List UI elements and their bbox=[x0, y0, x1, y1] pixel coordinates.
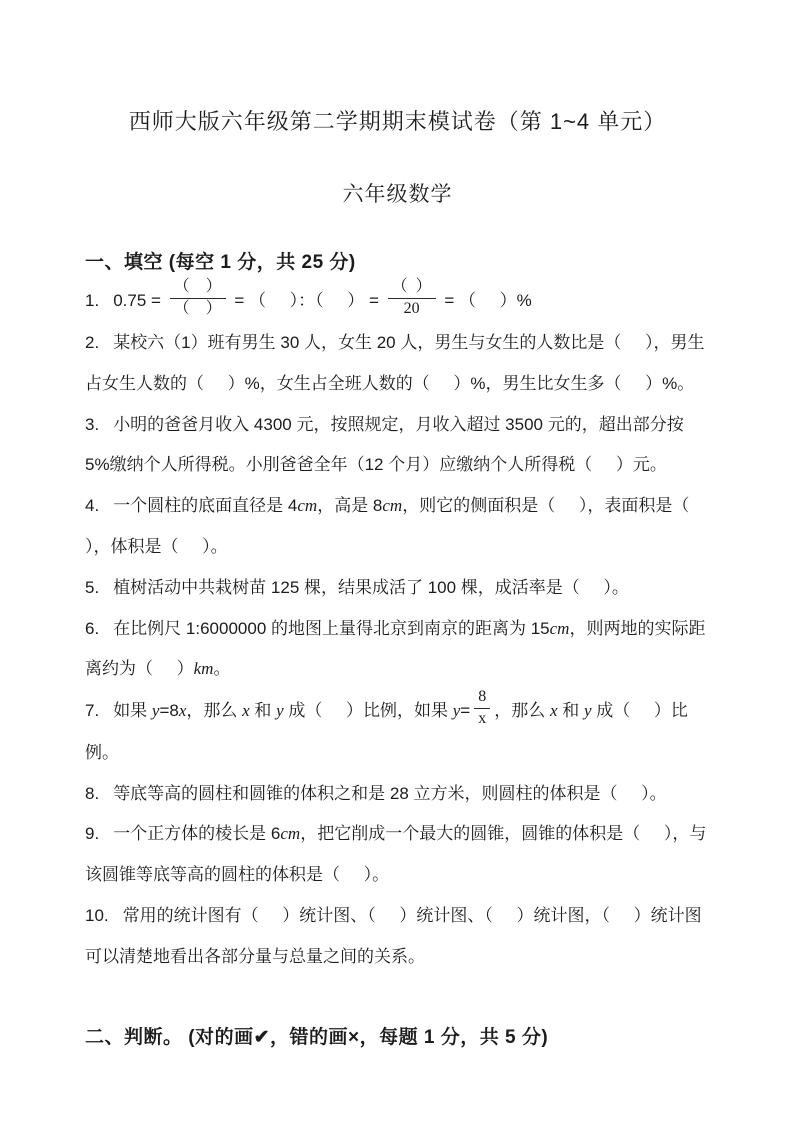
math-variable: y bbox=[276, 700, 284, 720]
fraction-denominator: x bbox=[478, 709, 487, 727]
math-variable: cm bbox=[297, 496, 318, 516]
math-variable: y bbox=[151, 700, 160, 720]
question-text: ，把它削成一个最大的圆锥，圆锥的体积是（ ），与该圆锥等底等高的圆柱的体积是（ ）。 bbox=[85, 824, 707, 885]
question-number: 5. bbox=[85, 577, 100, 597]
question-text: = （ ）% bbox=[439, 291, 532, 311]
math-variable: cm bbox=[549, 618, 570, 638]
question-number: 6. bbox=[85, 618, 100, 638]
question-text: 一个正方体的棱长是 6 bbox=[113, 824, 281, 844]
question bbox=[85, 323, 710, 405]
question bbox=[85, 690, 710, 773]
question-text: 常用的统计图有（ ）统计图、（ ）统计图、（ ）统计图，（ ）统计图可以清楚地看出各部分量与总量之间的关系。 bbox=[85, 905, 702, 966]
question-text: ，那么 bbox=[494, 700, 550, 720]
question-number: 1. bbox=[85, 291, 100, 311]
question-text: ，则它的侧面积是（ ），表面积是（ ），体积是（ ）。 bbox=[85, 496, 713, 556]
question bbox=[85, 814, 710, 896]
question-text: ，那么 bbox=[186, 700, 243, 720]
fraction bbox=[170, 277, 226, 320]
question-number: 10. bbox=[85, 905, 109, 925]
question-list bbox=[85, 278, 713, 977]
question-text: 小明的爸爸月收入 4300 元，按照规定，月收入超过 3500 元的，超出部分按 5%缴纳个人所得税。小刖爸爸全年（12 个月）应缴纳个人所得税（ ）元。 bbox=[85, 414, 689, 475]
question-text: 如果 bbox=[113, 700, 152, 720]
math-variable: km bbox=[193, 659, 214, 679]
fraction-numerator: （ ） bbox=[170, 277, 226, 299]
question-text: 0.75 = bbox=[113, 291, 166, 311]
question-text: 和 bbox=[557, 700, 584, 720]
question bbox=[85, 486, 713, 568]
fraction-numerator: 8 bbox=[474, 687, 490, 709]
fraction-denominator: （ ） bbox=[173, 300, 222, 318]
math-variable: cm bbox=[280, 824, 301, 844]
math-variable: x bbox=[549, 700, 558, 720]
section-heading-fill-in-blanks: 一、填空 (每空 1 分，共 25 分) bbox=[85, 251, 356, 273]
fraction bbox=[474, 687, 490, 730]
math-variable: x bbox=[242, 700, 250, 720]
question bbox=[85, 280, 710, 323]
page-subtitle: 六年级数学 bbox=[342, 182, 453, 206]
question-number: 7. bbox=[85, 700, 100, 720]
section-heading-true-false: 二、判断。 (对的画✔，错的画×，每题 1 分，共 5 分) bbox=[85, 1027, 549, 1049]
question-number: 3. bbox=[85, 414, 100, 434]
question-text: 一个圆柱的底面直径是 4 bbox=[113, 496, 298, 516]
fraction-denominator: 20 bbox=[403, 300, 420, 318]
question-text: 和 bbox=[249, 700, 277, 720]
question-text: ，则两地的实际距离约为（ ） bbox=[85, 618, 706, 679]
question-text: =8 bbox=[159, 700, 179, 720]
question-number: 4. bbox=[85, 496, 100, 516]
question-text: = bbox=[460, 700, 471, 720]
question bbox=[85, 609, 710, 691]
question-text: 在比例尺 1:6000000 的地图上量得北京到南京的距离为 15 bbox=[113, 618, 550, 638]
fraction-numerator: （ ） bbox=[388, 277, 436, 299]
question-text: = （ ）：（ ） = bbox=[229, 291, 384, 311]
page-content bbox=[0, 108, 793, 1052]
page-title: 西师大版六年级第二学期期末模试卷（第 1~4 单元） bbox=[128, 109, 667, 134]
question-number: 8. bbox=[85, 783, 100, 803]
question-text: 植树活动中共栽树苗 125 棵，结果成活了 100 棵，成活率是（ ）。 bbox=[113, 577, 629, 597]
question-text: 成（ ）比例，如果 bbox=[283, 700, 453, 720]
question-text: 成（ ）比例。 bbox=[85, 700, 688, 762]
math-variable: y bbox=[452, 700, 461, 720]
question bbox=[85, 405, 710, 487]
question bbox=[85, 568, 710, 609]
math-variable: y bbox=[583, 700, 592, 720]
question bbox=[85, 896, 710, 978]
question-text: 。 bbox=[213, 659, 231, 679]
question-number: 9. bbox=[85, 824, 100, 844]
question-text: 某校六（1）班有男生 30 人，女生 20 人，男生与女生的人数比是（ ），男生占女生人数的（ ）%，女生占全班人数的（ ）%，男生比女生多（ ）%。 bbox=[85, 332, 705, 393]
question-text: 等底等高的圆柱和圆锥的体积之和是 28 立方米，则圆柱的体积是（ ）。 bbox=[113, 783, 667, 803]
question-text: ，高是 8 bbox=[317, 496, 383, 516]
question bbox=[85, 774, 710, 815]
math-variable: cm bbox=[382, 496, 403, 516]
fraction bbox=[388, 277, 436, 320]
math-variable: x bbox=[178, 700, 187, 720]
question-number: 2. bbox=[85, 332, 100, 352]
